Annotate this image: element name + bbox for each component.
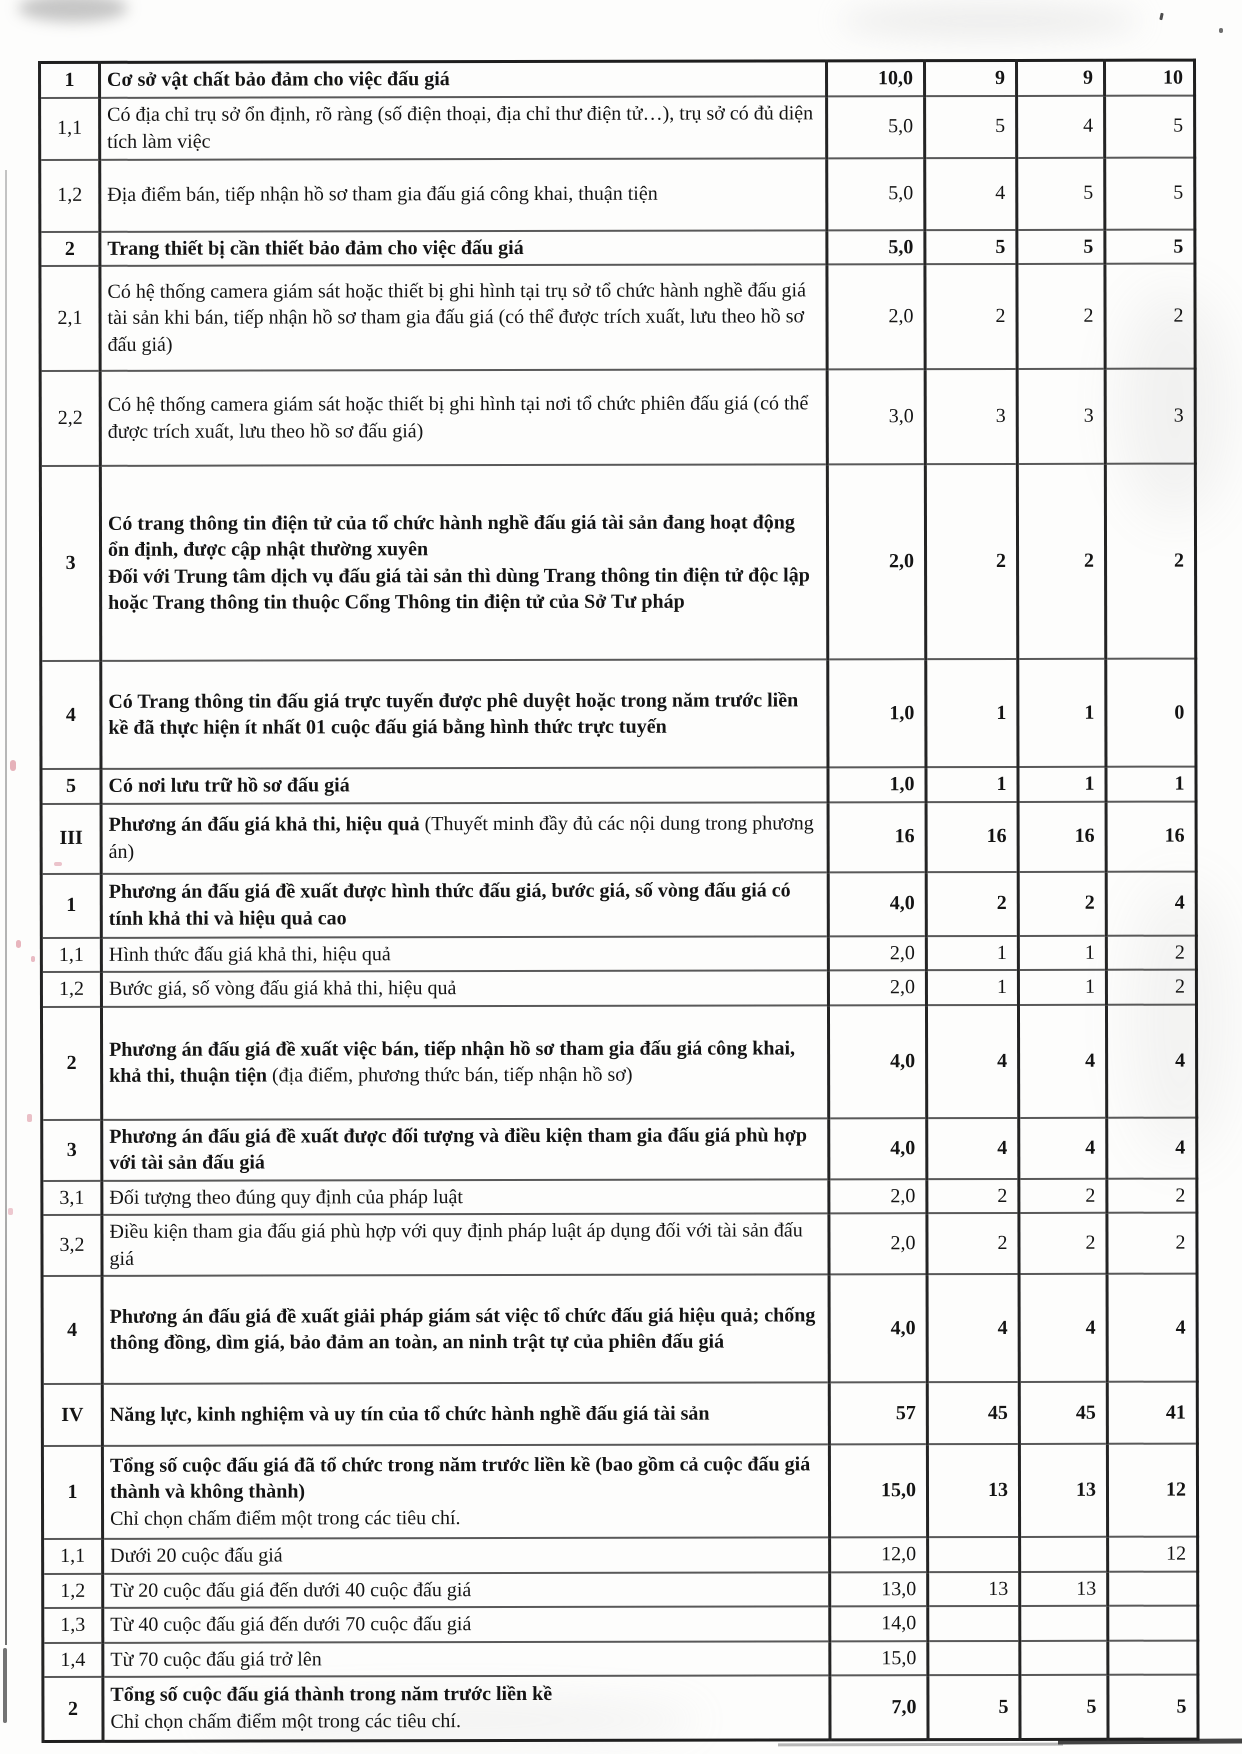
- criteria-text-cell: [100, 264, 827, 371]
- score-cell: 2,0: [828, 936, 926, 971]
- score-cell: 5: [1017, 157, 1105, 229]
- row-number-cell: 1,1: [40, 97, 100, 159]
- criteria-text-segment: Đối với Trung tâm dịch vụ đấu giá tài sản thì dùng Trang thông tin điện tử độc lập hoặc Trang thông tin thuộc Cổng Thông tin điện tử của Sở Tư pháp: [108, 563, 810, 614]
- table-row: [40, 264, 1195, 371]
- criteria-text-cell: [102, 1213, 829, 1276]
- scan-page-edge-mark: [3, 1648, 7, 1723]
- score-cell: 45: [927, 1382, 1019, 1444]
- score-cell: 16: [926, 801, 1018, 871]
- score-cell: 1: [1018, 767, 1106, 802]
- row-number-cell: 1,3: [43, 1608, 103, 1643]
- score-cell: 5: [1017, 229, 1105, 264]
- score-cell: 9: [925, 60, 1017, 95]
- criteria-text-cell: [103, 1641, 830, 1677]
- row-number-cell: 1,1: [41, 937, 101, 972]
- score-cell: 2,0: [829, 1179, 927, 1214]
- row-number-cell: 2,1: [40, 266, 100, 371]
- score-cell: 4: [1019, 1274, 1107, 1382]
- row-number-cell: 3: [40, 466, 100, 661]
- score-cell: 15,0: [830, 1641, 928, 1676]
- row-number-cell: III: [41, 803, 101, 873]
- score-cell: 2: [1106, 970, 1196, 1005]
- table-row: [41, 871, 1196, 937]
- table-row: [40, 369, 1195, 466]
- score-cell: 1: [926, 935, 1018, 970]
- score-cell: 5: [1105, 229, 1195, 264]
- score-cell: 41: [1107, 1382, 1197, 1444]
- score-cell: 1: [926, 767, 1018, 802]
- table-row: [40, 229, 1195, 266]
- score-cell: 1: [926, 659, 1018, 767]
- criteria-text-cell: [100, 61, 827, 98]
- table-row: [42, 1382, 1197, 1446]
- criteria-text-cell: [101, 659, 828, 769]
- score-cell: 3: [1017, 369, 1105, 464]
- score-cell: 2: [925, 264, 1017, 369]
- criteria-text-segment: Chỉ chọn chấm điểm một trong các tiêu chí.: [110, 1709, 461, 1733]
- scan-page-edge-line: [5, 170, 7, 1645]
- row-number-cell: 5: [41, 769, 101, 804]
- table-row: [41, 767, 1196, 804]
- criteria-text-cell: [103, 1675, 830, 1741]
- table-row: [42, 1444, 1197, 1539]
- score-cell: 5: [928, 1675, 1020, 1739]
- score-cell: 5: [1108, 1675, 1198, 1739]
- score-cell: 1: [1018, 970, 1106, 1005]
- score-cell: 13,0: [830, 1572, 928, 1607]
- score-cell: 2,0: [827, 464, 925, 659]
- row-number-cell: 1: [41, 873, 101, 937]
- score-cell: 45: [1019, 1382, 1107, 1444]
- scan-speck: [1159, 13, 1163, 20]
- score-cell: 1: [1106, 767, 1196, 802]
- score-cell: 2: [1105, 264, 1195, 369]
- table-row: [40, 464, 1195, 661]
- criteria-text-cell: [103, 1537, 830, 1573]
- criteria-text-cell: [102, 1274, 829, 1384]
- score-cell: 4,0: [828, 872, 926, 936]
- score-cell: 4,0: [829, 1118, 927, 1179]
- criteria-text-segment: (Thuyết minh đầy đủ các nội dung trong phương án): [108, 812, 814, 863]
- score-cell: 7,0: [830, 1675, 928, 1739]
- row-number-cell: 1,2: [43, 1573, 103, 1608]
- score-cell: 3,0: [827, 369, 925, 464]
- criteria-text-segment: Phương án đấu giá đề xuất được hình thức đấu giá, bước giá, số vòng đấu giá có tính khả thi và hiệu quả cao: [108, 879, 791, 930]
- criteria-text-segment: Cơ sở vật chất bảo đảm cho việc đấu giá: [107, 68, 450, 91]
- score-cell: 5,0: [827, 158, 925, 230]
- score-cell: 5,0: [827, 96, 925, 158]
- score-cell: 4: [927, 1117, 1019, 1178]
- score-cell: [1020, 1640, 1108, 1675]
- table-row: [43, 1571, 1198, 1608]
- criteria-text-cell: [102, 1444, 829, 1539]
- table-row: [42, 1117, 1197, 1180]
- score-cell: 4,0: [828, 1005, 926, 1118]
- scan-smudge-top-left: [18, 0, 128, 22]
- criteria-text-segment: Có địa chỉ trụ sở ổn định, rõ ràng (số điện thoại, địa chỉ thư điện tử…), trụ sở có đủ diện tích làm việc: [107, 102, 814, 153]
- table-row: [41, 1004, 1196, 1119]
- score-cell: 10,0: [827, 61, 925, 96]
- score-cell: 2: [927, 1213, 1019, 1274]
- score-cell: [1020, 1537, 1108, 1572]
- table-row: [43, 1675, 1198, 1741]
- score-cell: 57: [829, 1382, 927, 1444]
- score-cell: 12: [1107, 1444, 1197, 1537]
- score-cell: 2: [925, 464, 1017, 659]
- score-cell: 16: [828, 802, 926, 872]
- table-row: [42, 1213, 1197, 1276]
- table-row: [41, 970, 1196, 1007]
- scan-red-speck: [8, 1208, 13, 1215]
- row-number-cell: 3,1: [42, 1180, 102, 1215]
- score-cell: 13: [927, 1444, 1019, 1537]
- score-cell: 4: [1019, 1117, 1107, 1178]
- table-row: [43, 1606, 1198, 1643]
- score-cell: 1,0: [828, 767, 926, 802]
- criteria-text-cell: [100, 158, 827, 232]
- table-row: [40, 95, 1195, 159]
- criteria-text-cell: [102, 1382, 829, 1446]
- criteria-text-cell: [101, 1005, 828, 1120]
- score-cell: [1108, 1571, 1198, 1606]
- score-cell: 2: [1019, 1213, 1107, 1274]
- score-cell: 2,0: [828, 970, 926, 1005]
- criteria-text-segment: Có Trang thông tin đấu giá trực tuyến được phê duyệt hoặc trong năm trước liền kề đã thực hiện ít nhất 01 cuộc đấu giá bằng hình thức trực tuyến: [108, 688, 799, 739]
- criteria-text-segment: Phương án đấu giá đề xuất giải pháp giám sát việc tổ chức đấu giá hiệu quả; chống thông đồng, dìm giá, bảo đảm an toàn, an ninh trật tự của phiên đấu giá: [109, 1303, 816, 1354]
- criteria-text-segment: Năng lực, kinh nghiệm và uy tín của tổ chức hành nghề đấu giá tài sản: [109, 1402, 710, 1426]
- criteria-text-segment: Từ 20 cuộc đấu giá đến dưới 40 cuộc đấu giá: [110, 1578, 472, 1602]
- row-number-cell: 2,2: [40, 371, 100, 466]
- scan-speck: [1219, 28, 1223, 33]
- score-cell: 1: [926, 970, 1018, 1005]
- table-row: [43, 1537, 1198, 1574]
- row-number-cell: 1,1: [43, 1539, 103, 1574]
- criteria-text-cell: [102, 1179, 829, 1215]
- criteria-text-segment: Hình thức đấu giá khả thi, hiệu quả: [108, 942, 391, 966]
- row-number-cell: 1: [42, 1446, 102, 1539]
- scan-wash-top-right: [840, 4, 1140, 38]
- criteria-table: [38, 59, 1200, 1743]
- row-number-cell: 1,2: [40, 159, 100, 231]
- criteria-text-cell: [101, 802, 828, 874]
- table-row: [42, 1274, 1197, 1384]
- score-cell: 9: [1017, 60, 1105, 95]
- criteria-text-segment: Có hệ thống camera giám sát hoặc thiết bị ghi hình tại trụ sở tổ chức hành nghề đấu giá tài sản khi bán, tiếp nhận hồ sơ tham gia đấu giá (có thể được trích xuất, lưu theo hồ sơ đấu giá): [107, 279, 806, 356]
- score-cell: 2,0: [827, 264, 925, 369]
- score-cell: 5,0: [827, 230, 925, 265]
- criteria-text-cell: [100, 369, 827, 466]
- row-number-cell: 2: [41, 1006, 101, 1119]
- criteria-text-segment: Có nơi lưu trữ hồ sơ đấu giá: [108, 774, 350, 797]
- criteria-text-cell: [101, 970, 828, 1006]
- score-cell: 3: [1105, 369, 1195, 464]
- score-cell: 2: [1017, 464, 1105, 659]
- score-cell: [1020, 1606, 1108, 1641]
- score-cell: 4: [926, 1004, 1018, 1117]
- criteria-text-segment: Chỉ chọn chấm điểm một trong các tiêu chí.: [110, 1506, 461, 1530]
- criteria-text-segment: Có trang thông tin điện tử của tổ chức hành nghề đấu giá tài sản đang hoạt động ổn định, được cập nhật thường xuyên: [107, 510, 795, 561]
- criteria-text-cell: [103, 1572, 830, 1608]
- table-row: [41, 801, 1196, 873]
- row-number-cell: 1,2: [41, 972, 101, 1007]
- criteria-text-segment: Phương án đấu giá khả thi, hiệu quả: [108, 813, 425, 836]
- score-cell: [928, 1606, 1020, 1641]
- table-row: [41, 935, 1196, 972]
- scan-red-speck: [16, 940, 21, 948]
- score-cell: 5: [925, 229, 1017, 264]
- table-row: [42, 1178, 1197, 1215]
- score-cell: 1,0: [828, 659, 926, 767]
- row-number-cell: 3: [42, 1119, 102, 1180]
- scan-red-speck: [27, 1114, 32, 1122]
- score-cell: [1108, 1606, 1198, 1641]
- row-number-cell: 1: [40, 62, 100, 97]
- score-cell: 4: [925, 157, 1017, 229]
- score-cell: 12,0: [830, 1537, 928, 1572]
- score-cell: 5: [1105, 95, 1195, 157]
- score-cell: 13: [1020, 1571, 1108, 1606]
- row-number-cell: 2: [40, 231, 100, 266]
- criteria-text-segment: Từ 70 cuộc đấu giá trở lên: [110, 1647, 322, 1671]
- table-row: [40, 157, 1195, 231]
- criteria-text-segment: Điều kiện tham gia đấu giá phù hợp với quy định pháp luật áp dụng đối với tài sản đấu giá: [109, 1219, 803, 1270]
- score-cell: 5: [1020, 1675, 1108, 1739]
- score-cell: [1108, 1640, 1198, 1675]
- score-cell: 4: [1018, 1004, 1106, 1117]
- row-number-cell: 4: [41, 661, 101, 769]
- score-cell: 1: [1018, 659, 1106, 767]
- scan-red-speck: [10, 760, 16, 771]
- score-cell: 3: [925, 369, 1017, 464]
- criteria-text-cell: [101, 767, 828, 803]
- table-row: [41, 659, 1196, 769]
- criteria-text-segment: Đối tượng theo đúng quy định của pháp luật: [109, 1185, 463, 1209]
- criteria-text-segment: Có hệ thống camera giám sát hoặc thiết bị ghi hình tại nơi tổ chức phiên đấu giá (có thể được trích xuất, lưu theo hồ sơ đấu giá): [107, 392, 809, 443]
- criteria-text-segment: Phương án đấu giá đề xuất việc bán, tiếp nhận hồ sơ tham gia đấu giá công khai, khả thi, thuận tiện: [109, 1036, 796, 1087]
- row-number-cell: 2: [43, 1677, 103, 1741]
- score-cell: 13: [928, 1571, 1020, 1606]
- row-number-cell: IV: [42, 1384, 102, 1446]
- score-cell: 4: [1107, 1274, 1197, 1382]
- score-cell: 4: [1106, 871, 1196, 935]
- score-cell: 16: [1106, 801, 1196, 871]
- scan-bottom-line: [778, 1743, 1063, 1747]
- criteria-text-segment: Trang thiết bị cần thiết bảo đảm cho việc đấu giá: [107, 236, 524, 260]
- table-row: [43, 1640, 1198, 1677]
- criteria-text-segment: Từ 40 cuộc đấu giá đến dưới 70 cuộc đấu giá: [110, 1613, 472, 1636]
- criteria-text-cell: [101, 872, 828, 938]
- criteria-table-body: [40, 60, 1199, 1741]
- score-cell: 2: [927, 1178, 1019, 1213]
- score-cell: [928, 1537, 1020, 1572]
- score-cell: 4: [1107, 1117, 1197, 1178]
- score-cell: 2: [1107, 1178, 1197, 1213]
- row-number-cell: 1,4: [43, 1642, 103, 1677]
- score-cell: 1: [1018, 935, 1106, 970]
- score-cell: 16: [1018, 801, 1106, 871]
- criteria-table-wrapper: [38, 59, 1200, 1743]
- score-cell: 4: [1106, 1004, 1196, 1117]
- score-cell: 2: [1019, 1178, 1107, 1213]
- score-cell: 4: [927, 1274, 1019, 1382]
- score-cell: 12: [1108, 1537, 1198, 1572]
- criteria-text-cell: [100, 230, 827, 266]
- table-row: [40, 60, 1195, 97]
- criteria-text-segment: Dưới 20 cuộc đấu giá: [110, 1544, 283, 1567]
- score-cell: 5: [925, 95, 1017, 157]
- score-cell: [928, 1640, 1020, 1675]
- criteria-text-segment: Địa điểm bán, tiếp nhận hồ sơ tham gia đấu giá công khai, thuận tiện: [107, 182, 658, 207]
- score-cell: 2: [1017, 264, 1105, 369]
- score-cell: 14,0: [830, 1606, 928, 1641]
- score-cell: 4: [1017, 95, 1105, 157]
- criteria-text-segment: Tổng số cuộc đấu giá đã tổ chức trong năm trước liền kề (bao gồm cả cuộc đấu giá thành và không thành): [109, 1453, 811, 1504]
- criteria-text-segment: Phương án đấu giá đề xuất được đối tượng và điều kiện tham gia đấu giá phù hợp với tài sản đấu giá: [109, 1123, 807, 1174]
- criteria-text-cell: [102, 1118, 829, 1181]
- score-cell: 5: [1105, 157, 1195, 229]
- score-cell: 0: [1106, 659, 1196, 767]
- criteria-text-cell: [103, 1606, 830, 1642]
- scan-red-speck: [31, 956, 35, 962]
- score-cell: 13: [1019, 1444, 1107, 1537]
- score-cell: 4,0: [829, 1274, 927, 1382]
- criteria-text-cell: [101, 936, 828, 972]
- score-cell: 2: [926, 871, 1018, 935]
- score-cell: 2,0: [829, 1213, 927, 1274]
- criteria-text-segment: Tổng số cuộc đấu giá thành trong năm trước liền kề: [110, 1683, 553, 1707]
- criteria-text-cell: [100, 96, 827, 160]
- criteria-text-segment: (địa điểm, phương thức bán, tiếp nhận hồ sơ): [271, 1063, 633, 1087]
- row-number-cell: 4: [42, 1276, 102, 1384]
- criteria-text-segment: Bước giá, số vòng đấu giá khả thi, hiệu quả: [108, 977, 457, 1000]
- score-cell: 10: [1105, 60, 1195, 95]
- criteria-text-cell: [100, 464, 827, 661]
- score-cell: 2: [1107, 1213, 1197, 1274]
- score-cell: 2: [1106, 935, 1196, 970]
- score-cell: 15,0: [829, 1444, 927, 1537]
- score-cell: 2: [1018, 871, 1106, 935]
- row-number-cell: 3,2: [42, 1215, 102, 1276]
- score-cell: 2: [1105, 464, 1195, 659]
